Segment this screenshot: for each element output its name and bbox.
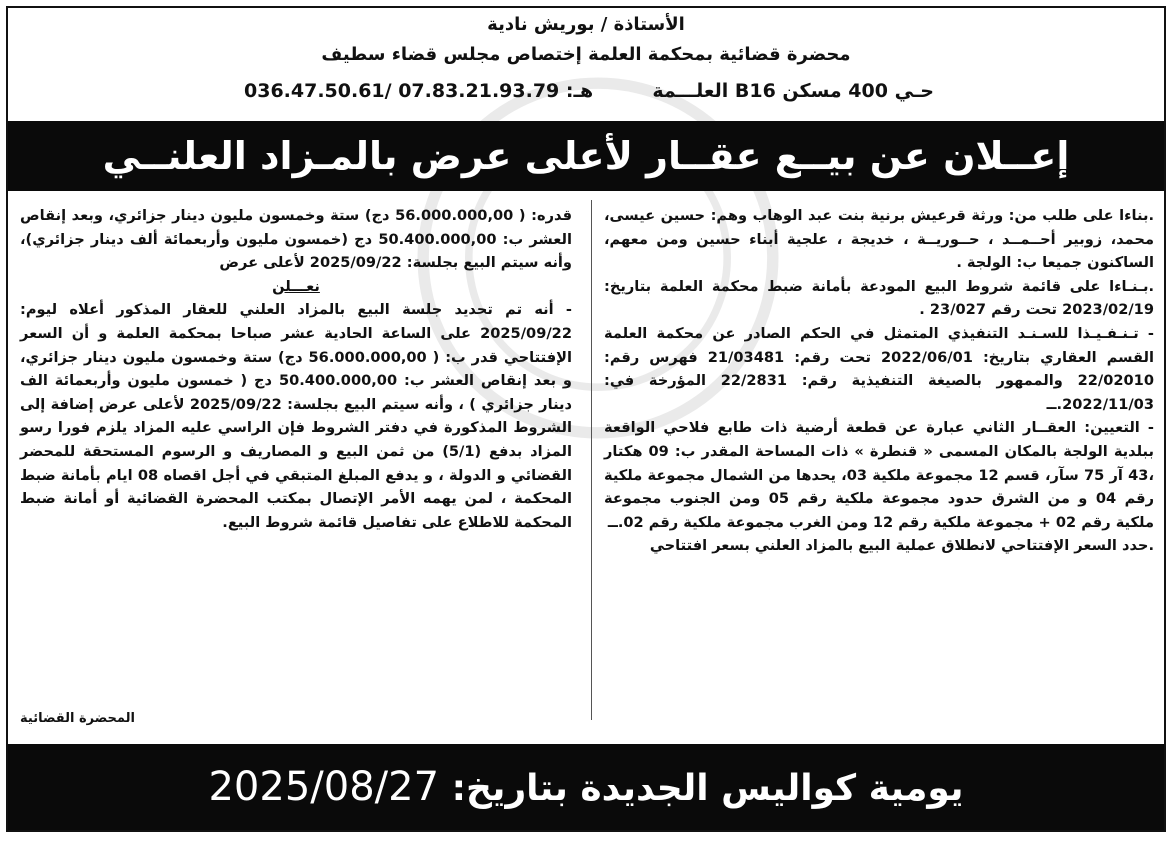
bailiff-title: محضرة قضائية بمحكمة العلمة إختصاص مجلس قضاء سطيف: [321, 44, 851, 65]
column-divider: [591, 200, 592, 720]
paragraph-price-cont: قدره: ( 56.000.000,00 دج) ستة وخمسون مليون دينار جزائري، وبعد إنقاص العشر ب: 50.400.000,00 دج (خمسون مليون وأربعمائة ألف دينار جزائري)، وأنه سيتم البيع بجلسة: 2025/09/22 لأعلى عرض: [20, 207, 572, 272]
left-column: [20, 204, 572, 534]
notice-title: نعـــلن: [272, 277, 320, 295]
paragraph-request: .بناءا على طلب من: ورثة قرعيش برنية بنت عبد الوهاب وهم: حسين عيسى، محمد، زوبير أحــمــد ، حــوريــة ، خديجة ، علجية أبناء حسين ومن معهم، الساكنون جميعا ب: الولجة .: [604, 207, 1154, 272]
header: [8, 8, 1164, 118]
paragraph-execution: - تـنـفـيـذا للسـنـد التنفيذي المتمثل في الحكم الصادر عن محكمة العلمة القسم العقاري بتاريخ: 2022/06/01 تحت رقم: 21/03481 فهرس رقم: 22/02010 والممهور بالصيغة التنفيذية رقم: 22/2831 المؤرخة في: 2022/11/03.ــ: [604, 324, 1154, 413]
paragraph-notice: - أنه تم تحديد جلسة البيع بالمزاد العلني للعقار المذكور أعلاه ليوم: 2025/09/22 على الساعة الحادية عشر صباحا بمحكمة العلمة و أن السعر الإفتتاحي قدر ب: ( 56.000.000,00 دج) ستة وخمسون مليون دينار جزائري، و بعد إنقاص العشر ب: 50.400.000,00 دج ( خمسون مليون وأربعمائة الف دينار جزائري ) ، وأنه سيتم البيع بجلسة: 2025/09/22 لأعلى عرض إضافة إلى الشروط المذكورة في دفتر الشروط فإن الراسي عليه المزاد يلزم فورا رسو المزاد بدفع (5/1) من ثمن البيع و المصاريف و الرسوم المستحقة للمحضر القضائي و الدولة ، و يدفع المبلغ المتبقي في أجل اقصاه 08 ايام بأمانة ضبط المحكمة ، لمن يهمه الأمر الإتصال بمكتب المحضرة القضائية أو أمانة ضبط المحكمة للاطلاع على تفاصيل قائمة شروط البيع.: [20, 301, 572, 531]
bailiff-name: الأستاذة / بوريش نادية: [487, 14, 685, 35]
office-address: حـي 400 مسكن B16 العلـــمة: [652, 80, 934, 102]
paragraph-designation: - التعيين: العقــار الثاني عبارة عن قطعة أرضية ذات طابع فلاحي الواقعة ببلدية الولجة بالمكان المسمى « قنطرة » ذات المساحة المقدر ب: 09 هكتار ،43 آر 75 سآر، قسم 12 مجموعة ملكية 03، يحدها من الشمال مجموعة ملكية رقم 04 و من الشرق حدود مجموعة ملكية رقم 05 ومن الجنوب مجموعة ملكية رقم 02 + مجموعة ملكية رقم 12 ومن الغرب مجموعة ملكية رقم 02.ــ: [604, 419, 1154, 531]
newspaper-name: يومية كواليس الجديدة بتاريخ:: [451, 768, 964, 809]
footer-bar: [8, 744, 1164, 830]
signature-label: المحضرة القضائية: [20, 711, 135, 726]
announcement-page: [6, 6, 1166, 832]
contact-line: [8, 80, 1164, 108]
paragraph-conditions: .بـنـاءا على قائمة شروط البيع المودعة بأمانة ضبط محكمة العلمة بتاريخ: 2023/02/19 تحت رقم 23/027 .: [604, 277, 1154, 319]
announcement-title: إعــلان عن بيــع عقــار لأعلى عرض بالمـزاد العلنــي: [8, 121, 1164, 191]
paragraph-price: .حدد السعر الإفتتاحي لانطلاق عملية البيع بالمزاد العلني بسعر افتتاحي: [649, 537, 1154, 555]
publication-date: 2025/08/27: [208, 764, 440, 810]
office-phone: هـ: 07.83.21.93.79 /036.47.50.61: [244, 80, 594, 102]
right-column: [604, 204, 1154, 558]
